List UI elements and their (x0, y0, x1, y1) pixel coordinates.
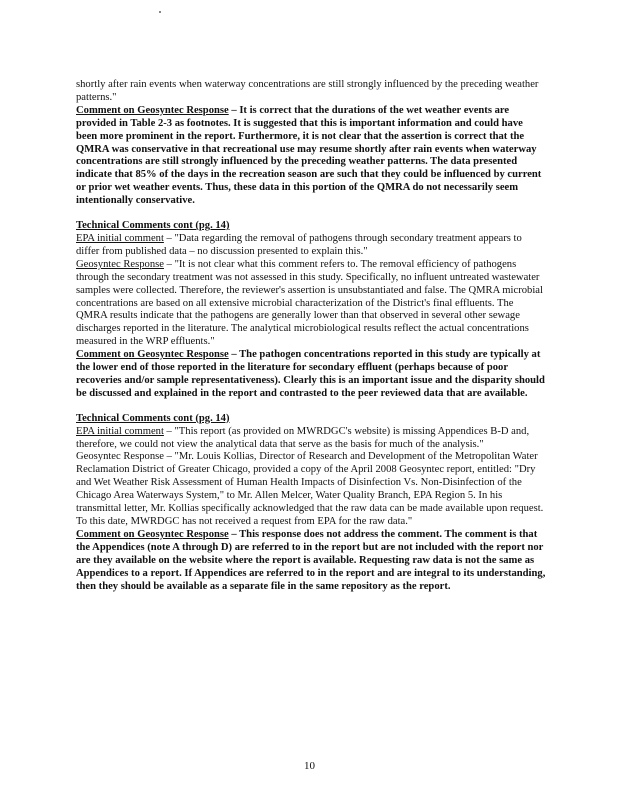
page-number: 10 (304, 760, 315, 772)
spacer (76, 401, 546, 413)
scan-speck (159, 11, 161, 13)
response1-paragraph (76, 105, 546, 208)
comment-on-response-label: Comment on Geosyntec Response (76, 104, 229, 116)
comment-on-response-label: Comment on Geosyntec Response (76, 349, 229, 361)
spacer (76, 208, 546, 220)
geosyntec-response-paragraph: Geosyntec Response – "Mr. Louis Kollias, Director of Research and Development of the Metropolitan Water Reclamation District of Greater Chicago, provided a copy of the April 2008 Geosyntec report, entitled: "Dry and Wet Weather Risk Assessment of Human Health Impacts of Disinfection Vs. Non-Disinfection of the Chicago Area Waterways System," to Mr. Allen Melcer, Water Quality Branch, EPA Region 5. In his transmittal letter, Mr. Kollias specifically acknowledged that the raw data can be made available upon request. To this date, MWRDGC has not received a request from EPA for the raw data." (76, 451, 544, 527)
epa-comment-label: EPA initial comment (76, 232, 164, 244)
epa-comment-label: EPA initial comment (76, 425, 164, 437)
comment-on-response-text: – It is correct that the durations of the wet weather events are provided in Table 2-3 as footnotes. It is suggested that this is important information and could have been more prominent in the report. Furthermore, it is not clear that the assertion is correct that the QMRA was conservative in that recreational use may resume shortly after rain events when waterway concentrations are still strongly influenced by the preceding weather patterns. The data presented indicate that 85% of the days in the recreation season are such that they could be influenced by current or prior wet weather events. Thus, these data in this portion of the QMRA do not necessarily seem intentionally conservative. (76, 104, 542, 207)
intro-paragraph: shortly after rain events when waterway concentrations are still strongly influenced by the preceding weather patterns." (76, 79, 539, 103)
geosyntec-response-text: – "It is not clear what this comment refers to. The removal efficiency of pathogens through the secondary treatment was not assessed in this study. Specifically, no influent untreated wastewater samples were collected. Therefore, the reviewer's assertion is unsubstantiated and false. The QMRA microbial concentrations are based on all extensive microbial characterization of the District's final effluents. The QMRA results indicate that the pathogens are generally lower than that observed in several other sewage discharges reported in the literature. The analytical microbiological results reflect the actual concentrations measured in the WRP effluents." (76, 258, 543, 348)
comment-on-response-label: Comment on Geosyntec Response (76, 528, 229, 540)
epa-comment-text: – "This report (as provided on MWRDGC's website) is missing Appendices B-D and, therefore, we could not view the analytical data that serve as the basis for much of the analysis." (76, 425, 530, 450)
epa-comment-text: – "Data regarding the removal of pathogens through secondary treatment appears to differ from published data – no discussion presented to explain this." (76, 232, 522, 257)
geosyntec-response-paragraph (76, 259, 546, 349)
document-body (76, 79, 546, 593)
comment-on-response-paragraph (76, 529, 546, 594)
epa-comment-paragraph (76, 233, 546, 259)
comment-on-response-text: – The pathogen concentrations reported in this study are typically at the lower end of those reported in the literature for secondary effluent (perhaps because of poor recoveries and/or sample representativeness). Clearly this is an important issue and the disparity should be discussed and explained in the report and contrasted to the peer reviewed data that are available. (76, 349, 545, 399)
section-heading: Technical Comments cont (pg. 14) (76, 220, 230, 232)
epa-comment-paragraph (76, 426, 546, 452)
comment-on-response-paragraph (76, 349, 546, 401)
comment-on-response-text: – This response does not address the comment. The comment is that the Appendices (note A through D) are referred to in the report but are not included with the report nor are they available on the website where the report is available. Requesting raw data is not the same as Appendices to a report. If Appendices are referred to in the report and are integral to its understanding, then they should be available as a separate file in the same repository as the report. (76, 528, 546, 592)
section-heading: Technical Comments cont (pg. 14) (76, 412, 230, 424)
geosyntec-response-label: Geosyntec Response (76, 258, 164, 270)
